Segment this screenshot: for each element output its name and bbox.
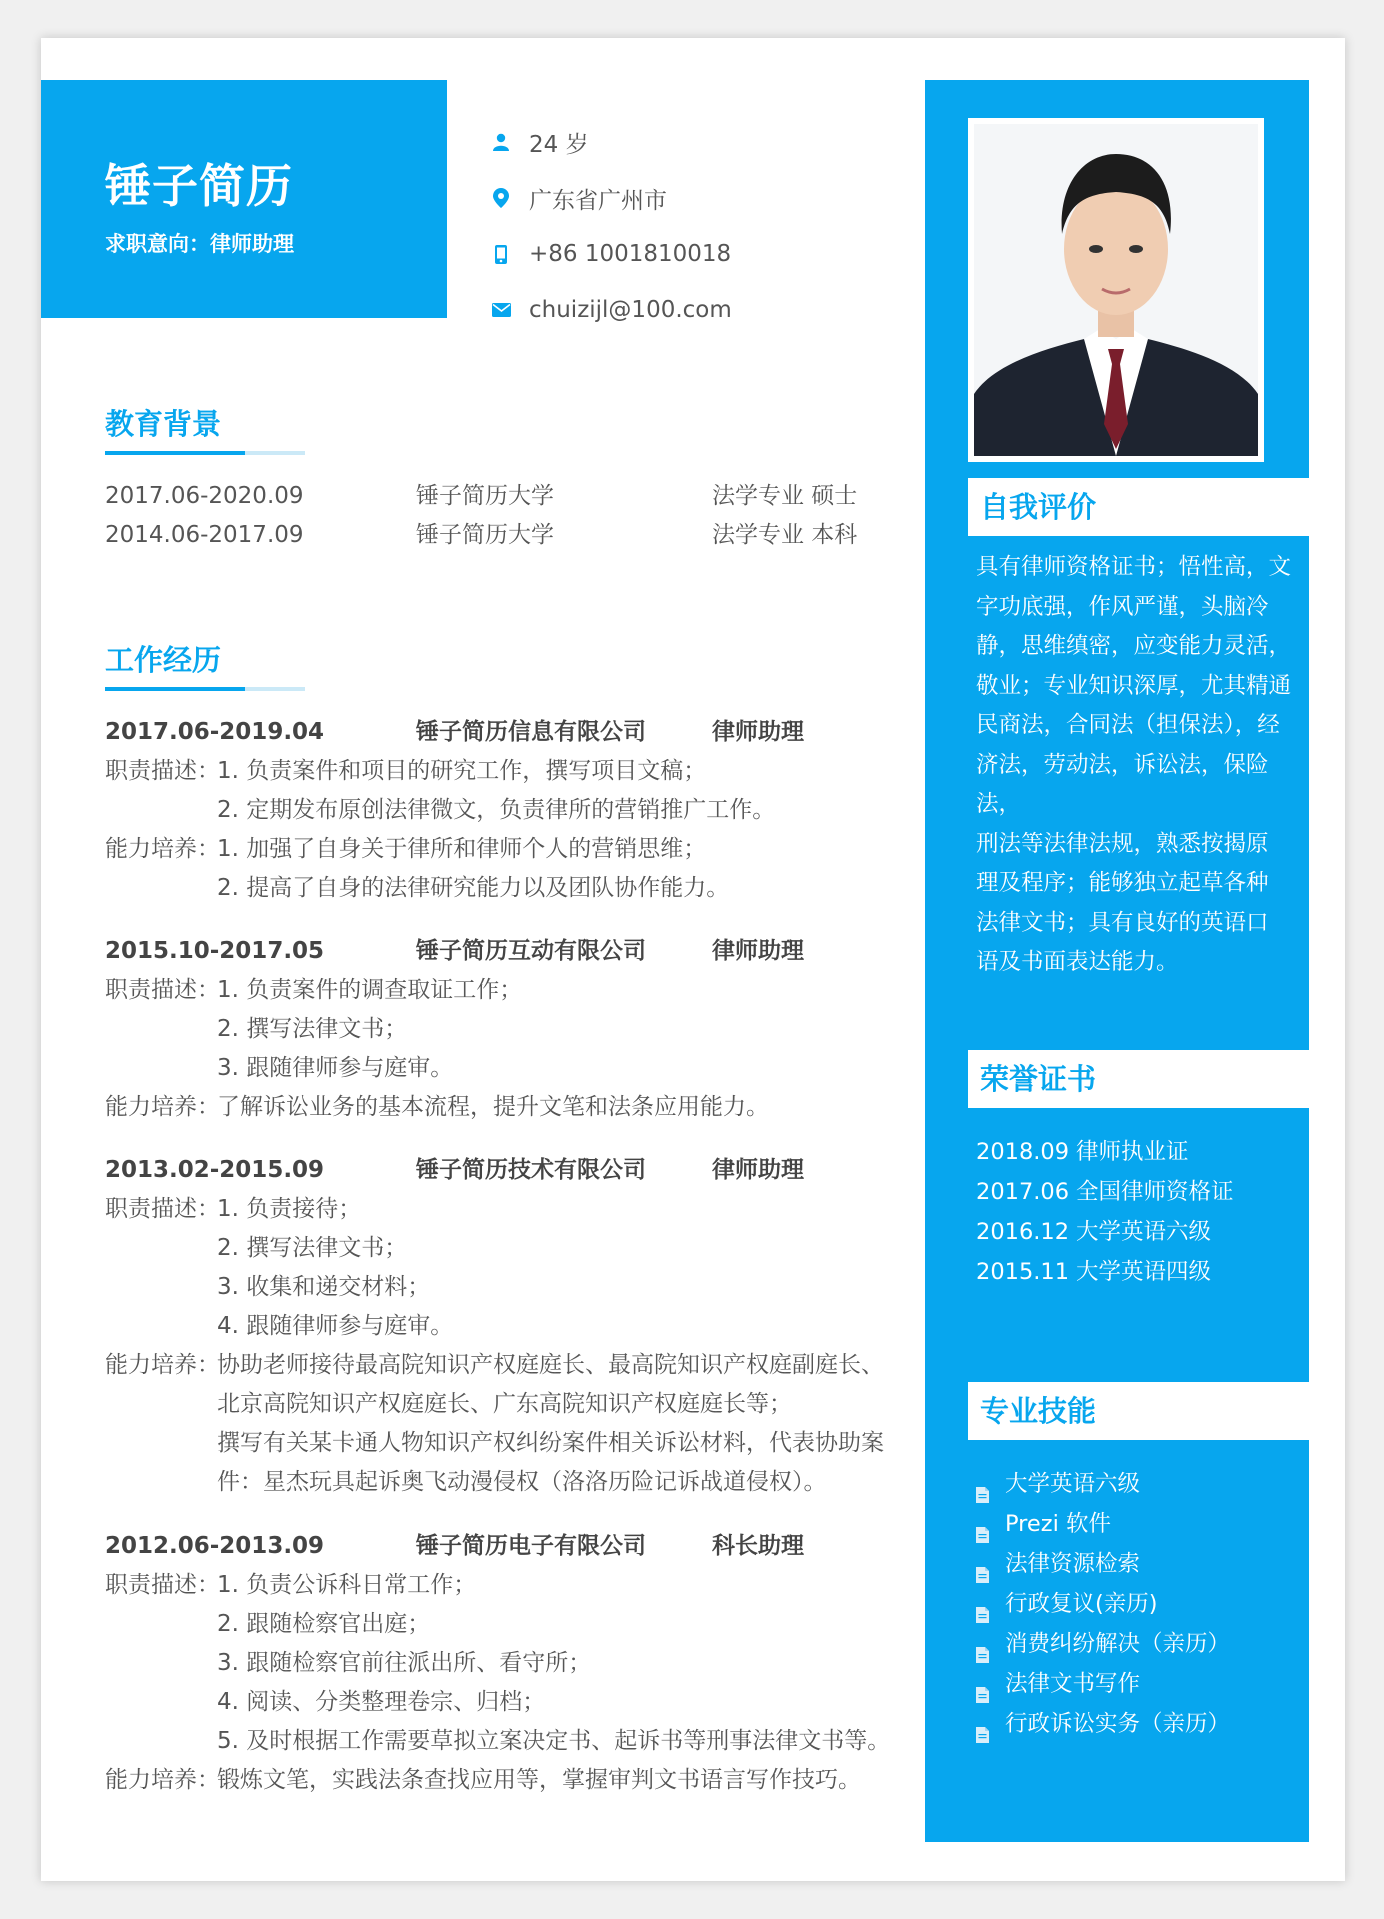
document-icon [976, 1596, 989, 1612]
location-icon [491, 188, 511, 208]
honor-date: 2018.09 [976, 1139, 1070, 1165]
document-icon [976, 1676, 989, 1692]
job-intent: 求职意向：律师助理 [105, 232, 294, 256]
edu-period: 2017.06-2020.09 [105, 483, 304, 509]
work-title-underline [105, 687, 305, 691]
phone-icon [491, 244, 511, 264]
self-eval-line: 济法，劳动法，诉讼法，保险法， [976, 751, 1269, 817]
job-position: 律师助理 [712, 719, 804, 745]
skill-label: 大学英语六级 [1005, 1471, 1141, 1497]
job-line-text: 2. 定期发布原创法律微文，负责律所的营销推广工作。 [217, 797, 776, 823]
job-line-label: 职责描述： [105, 977, 220, 1003]
honor-date: 2015.11 [976, 1259, 1070, 1285]
honor-name: 大学英语六级 [1076, 1219, 1212, 1245]
skill-item [976, 1624, 1230, 1664]
self-eval-line: 静，思维缜密，应变能力灵活， [976, 633, 1292, 659]
edu-period: 2014.06-2017.09 [105, 522, 304, 548]
work-title: 工作经历 [105, 643, 222, 677]
honor-date: 2017.06 [976, 1179, 1070, 1205]
job-line-text: 北京高院知识产权庭庭长、广东高院知识产权庭庭长等； [217, 1391, 792, 1417]
job-position: 律师助理 [712, 1157, 804, 1183]
job-line-label: 能力培养： [105, 1767, 220, 1793]
skill-label: 法律文书写作 [1005, 1671, 1141, 1697]
edu-school: 锤子简历大学 [416, 522, 554, 548]
job-line-text: 锻炼文笔，实践法条查找应用等，掌握审判文书语言写作技巧。 [217, 1767, 861, 1793]
job-line-label: 能力培养： [105, 1352, 220, 1378]
honor-item [976, 1132, 1189, 1172]
job-header [105, 712, 865, 752]
document-icon [976, 1636, 989, 1652]
honor-name: 全国律师资格证 [1076, 1179, 1234, 1205]
skill-item [976, 1464, 1140, 1504]
job-line-text: 3. 跟随检察官前往派出所、看守所； [217, 1650, 592, 1676]
job-line-label: 职责描述： [105, 1572, 220, 1598]
honor-item [976, 1172, 1234, 1212]
document-icon [976, 1516, 989, 1532]
resume-page [41, 38, 1345, 1881]
sidebar [925, 80, 1309, 1842]
job-header [105, 1526, 865, 1566]
job-period: 2013.02-2015.09 [105, 1157, 325, 1183]
skill-item [976, 1584, 1158, 1624]
skill-label: 行政诉讼实务（亲历） [1005, 1711, 1231, 1737]
honor-item [976, 1212, 1211, 1252]
honor-name: 律师执业证 [1076, 1139, 1189, 1165]
profile-photo [968, 118, 1264, 462]
job-line-label: 能力培养： [105, 1094, 220, 1120]
job-line-text: 1. 负责接待； [217, 1196, 362, 1222]
document-icon [976, 1476, 989, 1492]
email-text: chuizijl@100.com [529, 297, 732, 323]
job-line-text: 2. 跟随检察官出庭； [217, 1611, 431, 1637]
skill-label: 消费纠纷解决（亲历） [1005, 1631, 1231, 1657]
skill-label: 法律资源检索 [1005, 1551, 1141, 1577]
job-line-label: 职责描述： [105, 1196, 220, 1222]
contact-phone [491, 226, 732, 282]
self-eval-line: 民商法，合同法（担保法），经 [976, 712, 1280, 738]
job-period: 2015.10-2017.05 [105, 938, 325, 964]
mail-icon [491, 300, 511, 320]
education-title-underline [105, 451, 305, 455]
portrait-image [974, 124, 1258, 456]
job-line-text: 2. 撰写法律文书； [217, 1235, 408, 1261]
job-company: 锤子简历技术有限公司 [416, 1157, 646, 1183]
contact-age [491, 114, 732, 170]
name-banner [41, 80, 447, 318]
job-line-text: 件：星杰玩具起诉奥飞动漫侵权（洛洛历险记诉战道侵权）。 [217, 1469, 827, 1495]
job-line-text: 2. 提高了自身的法律研究能力以及团队协作能力。 [217, 875, 730, 901]
edu-major: 法学专业 本科 [712, 522, 858, 548]
self-eval-line: 刑法等法律法规，熟悉按揭原 [976, 830, 1269, 857]
age-text: 24 岁 [529, 131, 589, 158]
job-line-text: 5. 及时根据工作需要草拟立案决定书、起诉书等刑事法律文书等。 [217, 1728, 891, 1754]
self-eval-line: 语及书面表达能力。 [976, 949, 1179, 975]
edu-school: 锤子简历大学 [416, 483, 554, 509]
skill-item [976, 1704, 1230, 1744]
skill-item [976, 1504, 1111, 1544]
education-row [105, 515, 865, 555]
job-line-text: 1. 负责案件的调查取证工作； [217, 977, 523, 1003]
job-line-text: 3. 收集和递交材料； [217, 1274, 431, 1300]
contact-email [491, 282, 732, 338]
skill-label: Prezi 软件 [1005, 1511, 1111, 1537]
skill-item [976, 1544, 1140, 1584]
contact-location [491, 170, 732, 226]
self-eval-line: 法律文书；具有良好的英语口 [976, 909, 1269, 936]
job-line-text: 1. 负责案件和项目的研究工作，撰写项目文稿； [217, 758, 707, 784]
person-icon [491, 132, 511, 152]
job-period: 2012.06-2013.09 [105, 1533, 325, 1559]
contact-list [491, 114, 732, 338]
job-line-text: 协助老师接待最高院知识产权庭庭长、最高院知识产权庭副庭长、 [217, 1352, 884, 1378]
job-company: 锤子简历电子有限公司 [416, 1533, 646, 1559]
education-title: 教育背景 [105, 407, 222, 441]
job-company: 锤子简历信息有限公司 [416, 719, 646, 745]
document-icon [976, 1556, 989, 1572]
job-header [105, 1150, 865, 1190]
job-line-text: 3. 跟随律师参与庭审。 [217, 1055, 454, 1081]
job-line-label: 能力培养： [105, 836, 220, 862]
job-company: 锤子简历互动有限公司 [416, 938, 646, 964]
honor-item [976, 1252, 1211, 1292]
job-line-text: 2. 撰写法律文书； [217, 1016, 408, 1042]
job-line-text: 1. 加强了自身关于律所和律师个人的营销思维； [217, 836, 707, 862]
skill-item [976, 1664, 1140, 1704]
job-header [105, 931, 865, 971]
self-eval-line: 具有律师资格证书；悟性高，文 [976, 554, 1292, 580]
job-position: 律师助理 [712, 938, 804, 964]
skills-title: 专业技能 [968, 1382, 1309, 1440]
document-icon [976, 1716, 989, 1732]
job-line-label: 职责描述： [105, 758, 220, 784]
self-eval-title: 自我评价 [968, 478, 1309, 536]
job-line-text: 4. 阅读、分类整理卷宗、归档； [217, 1689, 546, 1715]
job-line-text: 了解诉讼业务的基本流程，提升文笔和法条应用能力。 [217, 1094, 769, 1120]
job-position: 科长助理 [712, 1533, 804, 1559]
self-eval-line: 理及程序；能够独立起草各种 [976, 870, 1269, 896]
self-eval-line: 敬业；专业知识深厚，尤其精通 [976, 672, 1292, 699]
honor-date: 2016.12 [976, 1219, 1070, 1245]
edu-major: 法学专业 硕士 [712, 483, 858, 509]
education-row [105, 476, 865, 516]
resume-name: 锤子简历 [105, 159, 293, 213]
job-period: 2017.06-2019.04 [105, 719, 325, 745]
job-line-text: 1. 负责公诉科日常工作； [217, 1572, 477, 1598]
self-eval-text [976, 548, 1291, 983]
skill-label: 行政复议(亲历) [1005, 1591, 1158, 1617]
honor-name: 大学英语四级 [1076, 1259, 1212, 1285]
location-text: 广东省广州市 [529, 187, 667, 214]
job-line-text: 4. 跟随律师参与庭审。 [217, 1313, 454, 1339]
job-line-text: 撰写有关某卡通人物知识产权纠纷案件相关诉讼材料，代表协助案 [217, 1430, 884, 1456]
self-eval-line: 字功底强，作风严谨，头脑冷 [976, 593, 1269, 620]
phone-text: +86 1001810018 [529, 241, 732, 267]
honors-title: 荣誉证书 [968, 1050, 1309, 1108]
